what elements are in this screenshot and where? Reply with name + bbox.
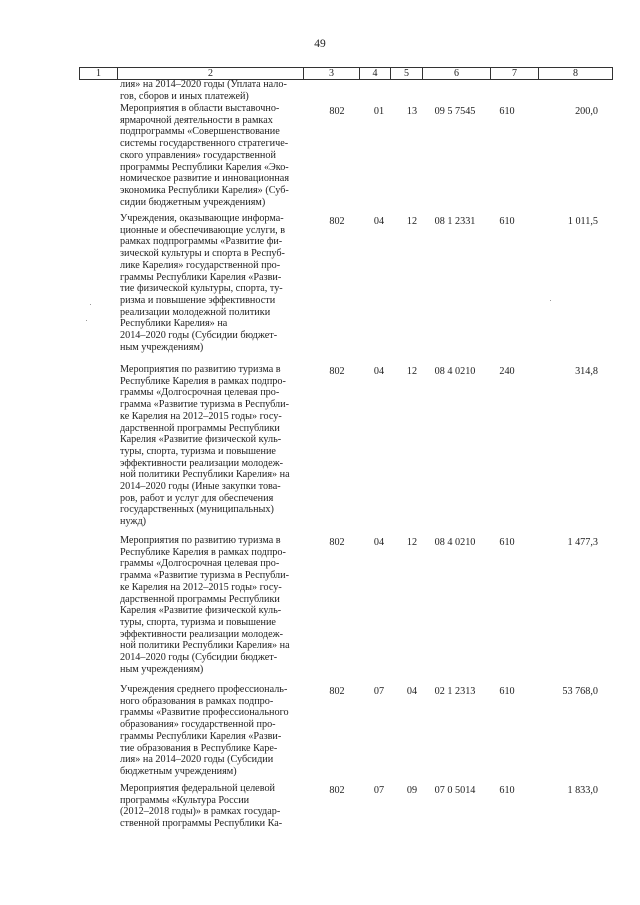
header-cell-2: 2 xyxy=(118,68,304,79)
cell-amount: 1 011,5 xyxy=(567,216,598,227)
cell-code-4: 04 xyxy=(373,537,385,548)
cell-code-7: 610 xyxy=(499,537,515,548)
row-description: Мероприятия по развитию туризма в Республике Карелия в рамках подпро- граммы «Долгосрочная целевая про- грамма «Развитие туризма в Республи- ке Карелия на 2012–2015 годы» госу- дарственной программы Республики Карелия «Развитие физической куль- туры, спорта, туризма и повышение эффективности реализации молодеж- ной политики Республики Карелия» на 2014–2020 годы (Субсидии бюджет- ным учреждениям) xyxy=(120,535,290,675)
cell-code-7: 610 xyxy=(499,106,515,117)
row-description: Мероприятия по развитию туризма в Республике Карелия в рамках подпро- граммы «Долгосрочная целевая про- грамма «Развитие туризма в Республи- ке Карелия на 2012–2015 годы» госу- дарственной программы Республики Карелия «Развитие физической куль- туры, спорта, туризма и повышение эффективности реализации молодеж- ной политики Республики Карелия» на 2014–2020 годы (Иные закупки това- ров, работ и услуг для обеспечения государственных (муниципальных) нужд) xyxy=(120,364,290,528)
header-cell-7: 7 xyxy=(491,68,539,79)
cell-code-4: 04 xyxy=(373,366,385,377)
cell-code-7: 610 xyxy=(499,686,515,697)
row-description: лия» на 2014–2020 годы (Уплата нало- гов, сборов и иных платежей) xyxy=(120,79,287,102)
cell-amount: 314,8 xyxy=(575,366,598,377)
cell-code-7: 610 xyxy=(499,785,515,796)
cell-code-6: 08 4 0210 xyxy=(434,366,476,377)
cell-amount: 200,0 xyxy=(575,106,598,117)
cell-code-4: 04 xyxy=(373,216,385,227)
cell-code-3: 802 xyxy=(329,366,345,377)
header-cell-4: 4 xyxy=(360,68,391,79)
cell-code-6: 07 0 5014 xyxy=(434,785,476,796)
row-description: Мероприятия федеральной целевой программы «Культура России (2012–2018 годы)» в рамках государ- ственной программы Республики Ка- xyxy=(120,783,283,830)
cell-code-4: 07 xyxy=(373,686,385,697)
header-cell-8: 8 xyxy=(539,68,613,79)
header-cell-3: 3 xyxy=(304,68,360,79)
cell-code-3: 802 xyxy=(329,537,345,548)
cell-code-5: 12 xyxy=(406,366,418,377)
page-number: 49 xyxy=(314,38,326,50)
scan-speck xyxy=(90,304,91,305)
cell-code-4: 07 xyxy=(373,785,385,796)
cell-code-5: 12 xyxy=(406,537,418,548)
header-cell-5: 5 xyxy=(391,68,423,79)
row-description: Учреждения среднего профессиональ- ного образования в рамках подпро- граммы «Развитие профессионального образования» государственной про- граммы Республики Карелия «Разви- тие образования в Республике Каре- лия» на 2014–2020 годы (Субсидии бюджетным учреждениям) xyxy=(120,684,289,777)
cell-amount: 1 833,0 xyxy=(567,785,598,796)
cell-amount: 53 768,0 xyxy=(562,686,598,697)
cell-code-3: 802 xyxy=(329,106,345,117)
scan-speck xyxy=(550,300,551,301)
cell-code-5: 04 xyxy=(406,686,418,697)
header-cell-6: 6 xyxy=(423,68,491,79)
header-cell-1: 1 xyxy=(80,68,118,79)
cell-code-5: 13 xyxy=(406,106,418,117)
cell-code-6: 08 1 2331 xyxy=(434,216,476,227)
row-description: Мероприятия в области выставочно- ярмарочной деятельности в рамках подпрограммы «Совершенствование системы государственного стратегиче- ского управления» государственной программы Республики Карелия «Эко- номическое развитие и инновационная экономика Республики Карелия» (Суб- сидии бюджетным учреждениям) xyxy=(120,103,290,208)
cell-code-5: 12 xyxy=(406,216,418,227)
row-description: Учреждения, оказывающие информа- ционные и обеспечивающие услуги, в рамках подпрограммы «Развитие фи- зической культуры и спорта в Респуб- лике Карелия» государственной про- граммы Республики Карелия «Разви- тие физической культуры, спорта, ту- ризма и повышение эффективности реализации молодежной политики Республики Карелия» на 2014–2020 годы (Субсидии бюджет- ным учреждениям) xyxy=(120,213,286,353)
cell-code-6: 09 5 7545 xyxy=(434,106,476,117)
cell-code-7: 610 xyxy=(499,216,515,227)
cell-code-3: 802 xyxy=(329,686,345,697)
scan-speck xyxy=(86,320,87,321)
cell-code-3: 802 xyxy=(329,785,345,796)
cell-amount: 1 477,3 xyxy=(567,537,598,548)
cell-code-5: 09 xyxy=(406,785,418,796)
cell-code-3: 802 xyxy=(329,216,345,227)
cell-code-7: 240 xyxy=(499,366,515,377)
cell-code-6: 02 1 2313 xyxy=(434,686,476,697)
cell-code-6: 08 4 0210 xyxy=(434,537,476,548)
cell-code-4: 01 xyxy=(373,106,385,117)
